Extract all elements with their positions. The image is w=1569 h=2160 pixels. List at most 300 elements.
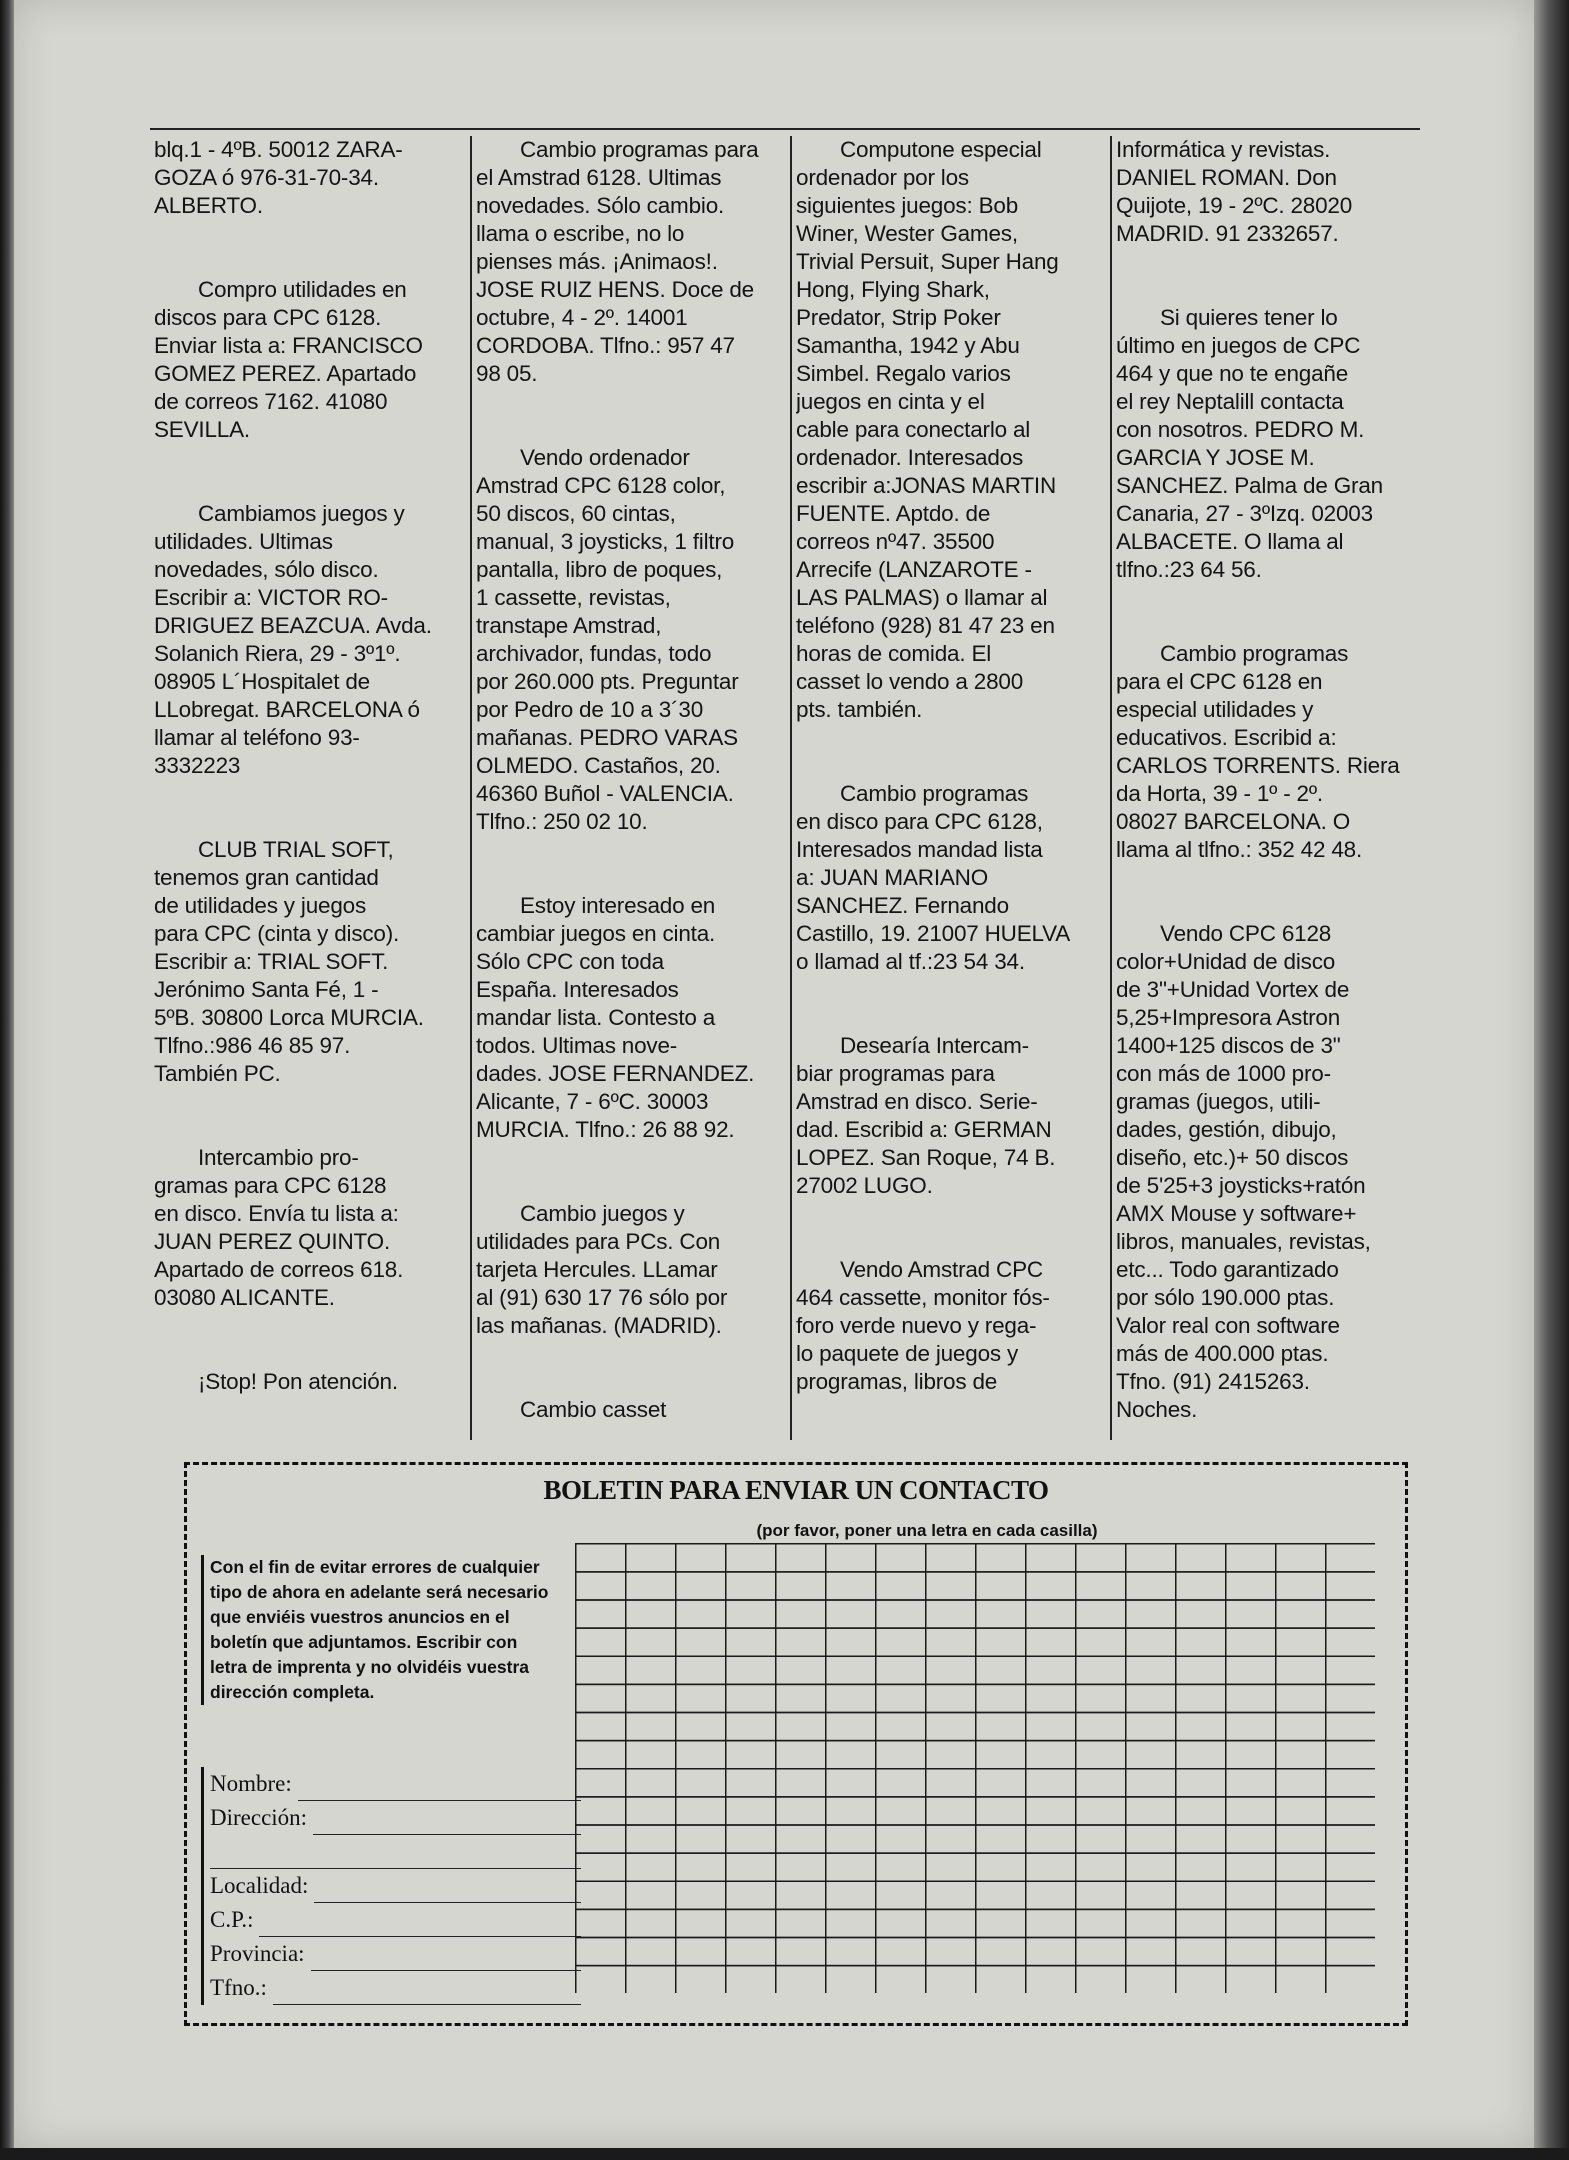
letter-cell[interactable] [726, 1741, 776, 1769]
letter-cell[interactable] [826, 1825, 876, 1853]
phone-label: Tfno.: [210, 1975, 267, 2000]
letter-cell[interactable] [1276, 1600, 1326, 1628]
letter-cell[interactable] [726, 1684, 776, 1712]
letter-cell[interactable] [626, 1628, 676, 1656]
letter-cell[interactable] [576, 1572, 626, 1600]
letter-cell[interactable] [1126, 1797, 1176, 1825]
letter-cell[interactable] [826, 1684, 876, 1712]
letter-cell[interactable] [1026, 1544, 1076, 1572]
letter-cell[interactable] [876, 1628, 926, 1656]
letter-cell[interactable] [1026, 1966, 1076, 1993]
letter-cell[interactable] [976, 1713, 1026, 1741]
letter-cell[interactable] [826, 1881, 876, 1909]
letter-cell[interactable] [1126, 1966, 1176, 1993]
letter-cell[interactable] [1076, 1572, 1126, 1600]
letter-cell[interactable] [676, 1684, 726, 1712]
letter-cell[interactable] [976, 1741, 1026, 1769]
letter-cell[interactable] [1226, 1825, 1276, 1853]
letter-cell[interactable] [926, 1741, 976, 1769]
letter-cell[interactable] [1026, 1909, 1076, 1937]
classified-ad: Cambio programas en disco para CPC 6128, Interesados mandad lista a: JUAN MARIANO SANCHEZ. Fernando Castillo, 19. 21007 HUELVA o llamad al tf.:23 54 34. [796, 781, 1071, 974]
letter-cell[interactable] [726, 1825, 776, 1853]
letter-cell[interactable] [1026, 1938, 1076, 1966]
letter-cell[interactable] [976, 1825, 1026, 1853]
letter-cell[interactable] [876, 1684, 926, 1712]
letter-cell[interactable] [976, 1684, 1026, 1712]
letter-cell[interactable] [576, 1825, 626, 1853]
letter-cell[interactable] [676, 1713, 726, 1741]
letter-cell[interactable] [1026, 1769, 1076, 1797]
letter-cell[interactable] [726, 1853, 776, 1881]
letter-cell[interactable] [976, 1797, 1026, 1825]
classified-ad: Vendo CPC 6128 color+Unidad de disco de 3"+Unidad Vortex de 5,25+Impresora Astron 1400+125 discos de 3" con más de 1000 pro- gramas (juegos, utili- dades, gestión, dibujo, diseño, etc.)+ 50 discos de 5'25+3 joysticks+ratón AMX Mouse y software+ libros, manuales, revistas, etc... Todo garantizado por sólo 190.000 ptas. Valor real con software más de 400.000 ptas. Tfno. (91) 2415263. Noches. [1116, 921, 1371, 1422]
letter-cell[interactable] [826, 1544, 876, 1572]
letter-cell[interactable] [1226, 1628, 1276, 1656]
classified-ad: ¡Stop! Pon atención. [198, 1369, 398, 1394]
letter-cell[interactable] [726, 1656, 776, 1684]
letter-cell[interactable] [1126, 1684, 1176, 1712]
letter-cell[interactable] [626, 1853, 676, 1881]
letter-cell[interactable] [926, 1881, 976, 1909]
classified-columns [150, 128, 1420, 1440]
letter-cell[interactable] [576, 1769, 626, 1797]
letter-cell[interactable] [1076, 1741, 1126, 1769]
letter-cell[interactable] [876, 1656, 926, 1684]
city-field[interactable] [201, 1869, 581, 1903]
letter-cell[interactable] [1126, 1938, 1176, 1966]
letter-cell[interactable] [1026, 1572, 1076, 1600]
letter-cell[interactable] [1276, 1628, 1326, 1656]
letter-cell[interactable] [1276, 1656, 1326, 1684]
letter-cell[interactable] [1176, 1713, 1226, 1741]
letter-cell[interactable] [776, 1853, 826, 1881]
letter-cell[interactable] [576, 1938, 626, 1966]
classified-ad: Computone especial ordenador por los siguientes juegos: Bob Winer, Wester Games, Trivial Persuit, Super Hang Hong, Flying Shark, Predator, Strip Poker Samantha, 1942 y Abu Simbel. Regalo varios juegos en cinta y el cable para conectarlo al ordenador. Interesados escribir a:JONAS MARTIN FUENTE. Aptdo. de correos nº47. 35500 Arrecife (LANZAROTE - LAS PALMAS) o llamar al teléfono (928) 81 47 23 en horas de comida. El casset lo vendo a 2800 pts. también. [796, 137, 1059, 722]
letter-cell[interactable] [1026, 1684, 1076, 1712]
column-4 [1116, 136, 1416, 1436]
letter-cell[interactable] [576, 1600, 626, 1628]
letter-cell[interactable] [626, 1825, 676, 1853]
letter-cell[interactable] [776, 1769, 826, 1797]
classified-ad: Vendo ordenador Amstrad CPC 6128 color, 50 discos, 60 cintas, manual, 3 joysticks, 1 filtro pantalla, libro de poques, 1 cassette, revistas, transtape Amstrad, archivador, fundas, todo por 260.000 pts. Preguntar por Pedro de 10 a 3´30 mañanas. PEDRO VARAS OLMEDO. Castaños, 20. 46360 Buñol - VALENCIA. Tlfno.: 250 02 10. [476, 445, 739, 834]
letter-cell[interactable] [1176, 1656, 1226, 1684]
letter-cell[interactable] [1326, 1544, 1375, 1572]
classified-ad: Cambio programas para el Amstrad 6128. Ultimas novedades. Sólo cambio. llama o escribe, no lo pienses más. ¡Animaos!. JOSE RUIZ HENS. Doce de octubre, 4 - 2º. 14001 CORDOBA. Tlfno.: 957 47 98 05. [476, 137, 759, 386]
classified-ad: Cambio juegos y utilidades para PCs. Con tarjeta Hercules. LLamar al (91) 630 17 76 sólo por las mañanas. (MADRID). [476, 1201, 728, 1338]
letter-cell[interactable] [1326, 1853, 1375, 1881]
letter-cell[interactable] [1276, 1544, 1326, 1572]
name-label: Nombre: [210, 1771, 292, 1796]
letter-cell[interactable] [626, 1938, 676, 1966]
letter-cell[interactable] [826, 1572, 876, 1600]
address-label: Dirección: [210, 1805, 308, 1830]
letter-cell[interactable] [1276, 1909, 1326, 1937]
letter-cell[interactable] [1026, 1797, 1076, 1825]
letter-cell[interactable] [826, 1853, 876, 1881]
letter-cell[interactable] [576, 1741, 626, 1769]
letter-cell[interactable] [1326, 1797, 1375, 1825]
letter-cell[interactable] [776, 1628, 826, 1656]
letter-cell[interactable] [1176, 1741, 1226, 1769]
letter-cell[interactable] [726, 1628, 776, 1656]
letter-cell[interactable] [926, 1797, 976, 1825]
letter-cell[interactable] [1226, 1769, 1276, 1797]
letter-cell[interactable] [726, 1938, 776, 1966]
letter-cell[interactable] [1226, 1600, 1276, 1628]
letter-cell[interactable] [1126, 1572, 1176, 1600]
letter-cell[interactable] [1226, 1572, 1276, 1600]
letter-cell[interactable] [776, 1938, 826, 1966]
letter-cell[interactable] [626, 1741, 676, 1769]
letter-cell[interactable] [1226, 1797, 1276, 1825]
column-1 [154, 136, 454, 1436]
letter-cell[interactable] [1126, 1825, 1176, 1853]
letter-cell[interactable] [1226, 1909, 1276, 1937]
letter-cell[interactable] [826, 1769, 876, 1797]
letter-cell[interactable] [1026, 1741, 1076, 1769]
letter-cell[interactable] [1276, 1966, 1326, 1993]
letter-cell[interactable] [676, 1966, 726, 1993]
letter-cell[interactable] [1076, 1656, 1126, 1684]
letter-cell[interactable] [676, 1938, 726, 1966]
letter-cell[interactable] [1126, 1713, 1176, 1741]
letter-cell[interactable] [826, 1938, 876, 1966]
letter-cell[interactable] [1226, 1966, 1276, 1993]
letter-cell[interactable] [1326, 1656, 1375, 1684]
letter-cell[interactable] [1176, 1797, 1226, 1825]
letter-cell[interactable] [1026, 1825, 1076, 1853]
letter-cell[interactable] [676, 1741, 726, 1769]
letter-cell[interactable] [776, 1741, 826, 1769]
letter-cell[interactable] [676, 1909, 726, 1937]
letter-cell[interactable] [726, 1769, 776, 1797]
letter-cell[interactable] [876, 1741, 926, 1769]
letter-cell[interactable] [976, 1881, 1026, 1909]
classified-ad: Intercambio pro- gramas para CPC 6128 en disco. Envía tu lista a: JUAN PEREZ QUINTO. Apartado de correos 618. 03080 ALICANTE. [154, 1145, 404, 1310]
letter-cell[interactable] [1076, 1684, 1126, 1712]
letter-cell[interactable] [826, 1797, 876, 1825]
letter-cell[interactable] [776, 1966, 826, 1993]
letter-cell[interactable] [626, 1600, 676, 1628]
letter-cell[interactable] [576, 1628, 626, 1656]
letter-cell[interactable] [876, 1938, 926, 1966]
letter-cell[interactable] [1076, 1544, 1126, 1572]
letter-cell[interactable] [1326, 1881, 1375, 1909]
name-field[interactable] [201, 1767, 581, 1801]
letter-cell[interactable] [1276, 1853, 1326, 1881]
letter-cell[interactable] [726, 1713, 776, 1741]
letter-cell[interactable] [976, 1966, 1026, 1993]
letter-cell[interactable] [626, 1713, 676, 1741]
letter-cell[interactable] [1326, 1769, 1375, 1797]
letter-cell[interactable] [1326, 1628, 1375, 1656]
letter-cell[interactable] [1226, 1881, 1276, 1909]
letter-cell[interactable] [1276, 1713, 1326, 1741]
letter-cell[interactable] [1276, 1797, 1326, 1825]
letter-cell[interactable] [926, 1600, 976, 1628]
letter-cell[interactable] [876, 1797, 926, 1825]
letter-cell[interactable] [876, 1600, 926, 1628]
letter-cell[interactable] [926, 1628, 976, 1656]
letter-cell[interactable] [776, 1909, 826, 1937]
letter-cell[interactable] [1126, 1769, 1176, 1797]
letter-cell[interactable] [1126, 1600, 1176, 1628]
letter-cell[interactable] [626, 1909, 676, 1937]
letter-cell[interactable] [976, 1853, 1026, 1881]
letter-cell[interactable] [676, 1656, 726, 1684]
letter-cell[interactable] [976, 1628, 1026, 1656]
letter-cell[interactable] [626, 1966, 676, 1993]
letter-grid[interactable] [575, 1543, 1375, 1993]
classified-ad: Informática y revistas. DANIEL ROMAN. Don Quijote, 19 - 2ºC. 28020 MADRID. 91 2332657. [1116, 137, 1353, 246]
letter-cell[interactable] [1076, 1600, 1126, 1628]
letter-cell[interactable] [1126, 1741, 1176, 1769]
letter-cell[interactable] [1076, 1769, 1126, 1797]
letter-cell[interactable] [676, 1628, 726, 1656]
letter-cell[interactable] [1326, 1572, 1375, 1600]
letter-cell[interactable] [676, 1600, 726, 1628]
letter-cell[interactable] [826, 1741, 876, 1769]
coupon-title: BOLETIN PARA ENVIAR UN CONTACTO [543, 1475, 1049, 1505]
letter-cell[interactable] [926, 1825, 976, 1853]
letter-cell[interactable] [876, 1966, 926, 1993]
letter-cell[interactable] [876, 1909, 926, 1937]
letter-cell[interactable] [576, 1684, 626, 1712]
letter-cell[interactable] [826, 1713, 876, 1741]
letter-cell[interactable] [676, 1825, 726, 1853]
letter-cell[interactable] [1176, 1853, 1226, 1881]
letter-cell[interactable] [626, 1684, 676, 1712]
letter-cell[interactable] [1076, 1628, 1126, 1656]
coupon-fields [201, 1767, 581, 2005]
letter-cell[interactable] [1226, 1853, 1276, 1881]
letter-cell[interactable] [876, 1825, 926, 1853]
classified-ad: Estoy interesado en cambiar juegos en cinta. Sólo CPC con toda España. Interesados mandar lista. Contesto a todos. Ultimas nove- dades. JOSE FERNANDEZ. Alicante, 7 - 6ºC. 30003 MURCIA. Tlfno.: 26 88 92. [476, 893, 755, 1142]
letter-cell[interactable] [1076, 1825, 1126, 1853]
letter-cell[interactable] [926, 1938, 976, 1966]
letter-cell[interactable] [776, 1656, 826, 1684]
letter-cell[interactable] [976, 1600, 1026, 1628]
letter-cell[interactable] [926, 1966, 976, 1993]
letter-cell[interactable] [1176, 1572, 1226, 1600]
letter-cell[interactable] [676, 1881, 726, 1909]
letter-cell[interactable] [576, 1881, 626, 1909]
letter-cell[interactable] [576, 1544, 626, 1572]
letter-cell[interactable] [926, 1909, 976, 1937]
letter-cell[interactable] [1326, 1966, 1375, 1993]
letter-cell[interactable] [1076, 1797, 1126, 1825]
letter-cell[interactable] [576, 1713, 626, 1741]
letter-cell[interactable] [776, 1544, 826, 1572]
classified-ad: blq.1 - 4ºB. 50012 ZARA- GOZA ó 976-31-70-34. ALBERTO. [154, 137, 403, 218]
letter-cell[interactable] [876, 1572, 926, 1600]
letter-cell[interactable] [1326, 1825, 1375, 1853]
letter-cell[interactable] [826, 1600, 876, 1628]
classified-ad: Cambio casset [520, 1397, 667, 1422]
letter-cell[interactable] [776, 1684, 826, 1712]
letter-cell[interactable] [776, 1600, 826, 1628]
letter-cell[interactable] [926, 1769, 976, 1797]
letter-cell[interactable] [1076, 1938, 1126, 1966]
letter-cell[interactable] [1126, 1853, 1176, 1881]
address-field[interactable] [201, 1801, 581, 1835]
letter-cell[interactable] [826, 1628, 876, 1656]
letter-cell[interactable] [726, 1881, 776, 1909]
letter-cell[interactable] [576, 1853, 626, 1881]
letter-cell[interactable] [876, 1544, 926, 1572]
letter-cell[interactable] [676, 1769, 726, 1797]
letter-cell[interactable] [926, 1684, 976, 1712]
letter-cell[interactable] [1026, 1713, 1076, 1741]
letter-cell[interactable] [976, 1544, 1026, 1572]
letter-cell[interactable] [926, 1853, 976, 1881]
letter-cell[interactable] [1076, 1966, 1126, 1993]
letter-cell[interactable] [1026, 1853, 1076, 1881]
letter-cell[interactable] [1226, 1741, 1276, 1769]
letter-cell[interactable] [1326, 1600, 1375, 1628]
letter-cell[interactable] [876, 1853, 926, 1881]
letter-cell[interactable] [676, 1572, 726, 1600]
letter-cell[interactable] [1276, 1938, 1326, 1966]
letter-cell[interactable] [1326, 1909, 1375, 1937]
letter-cell[interactable] [576, 1797, 626, 1825]
letter-cell[interactable] [976, 1656, 1026, 1684]
letter-cell[interactable] [576, 1909, 626, 1937]
letter-cell[interactable] [826, 1909, 876, 1937]
phone-field[interactable] [201, 1971, 581, 2005]
letter-cell[interactable] [1176, 1600, 1226, 1628]
letter-cell[interactable] [676, 1797, 726, 1825]
letter-cell[interactable] [1176, 1909, 1226, 1937]
letter-cell[interactable] [626, 1544, 676, 1572]
letter-cell[interactable] [626, 1769, 676, 1797]
letter-cell[interactable] [1276, 1769, 1326, 1797]
letter-cell[interactable] [976, 1769, 1026, 1797]
letter-cell[interactable] [1176, 1881, 1226, 1909]
letter-cell[interactable] [676, 1853, 726, 1881]
letter-cell[interactable] [1026, 1881, 1076, 1909]
classified-ad: Si quieres tener lo último en juegos de CPC 464 y que no te engañe el rey Neptalill contacta con nosotros. PEDRO M. GARCIA Y JOSE M. SANCHEZ. Palma de Gran Canaria, 27 - 3ºIzq. 02003 ALBACETE. O llama al tlfno.:23 64 56. [1116, 305, 1383, 582]
letter-cell[interactable] [1076, 1713, 1126, 1741]
address-line-2[interactable] [201, 1835, 581, 1869]
letter-cell[interactable] [726, 1797, 776, 1825]
letter-cell[interactable] [1326, 1713, 1375, 1741]
coupon-instruction: (por favor, poner una letra en cada casilla) [756, 1521, 1098, 1540]
letter-cell[interactable] [776, 1572, 826, 1600]
letter-cell[interactable] [626, 1881, 676, 1909]
page-edge-bottom [0, 2148, 1569, 2160]
letter-cell[interactable] [1276, 1572, 1326, 1600]
letter-cell[interactable] [1276, 1881, 1326, 1909]
classified-ad: CLUB TRIAL SOFT, tenemos gran cantidad de utilidades y juegos para CPC (cinta y disco). Escribir a: TRIAL SOFT. Jerónimo Santa Fé, 1 - 5ºB. 30800 Lorca MURCIA. Tlfno.:986 46 85 97. También PC. [154, 837, 424, 1086]
letter-cell[interactable] [826, 1656, 876, 1684]
column-3 [796, 136, 1096, 1436]
postcode-field[interactable] [201, 1903, 581, 1937]
letter-cell[interactable] [826, 1966, 876, 1993]
letter-cell[interactable] [1176, 1628, 1226, 1656]
letter-cell[interactable] [1326, 1741, 1375, 1769]
letter-cell[interactable] [1226, 1684, 1276, 1712]
letter-cell[interactable] [626, 1797, 676, 1825]
letter-cell[interactable] [926, 1572, 976, 1600]
letter-cell[interactable] [876, 1713, 926, 1741]
letter-cell[interactable] [1226, 1544, 1276, 1572]
letter-cell[interactable] [1176, 1938, 1226, 1966]
contact-coupon [184, 1462, 1408, 2026]
column-2 [476, 136, 776, 1436]
letter-cell[interactable] [576, 1966, 626, 1993]
letter-cell[interactable] [1176, 1825, 1226, 1853]
letter-cell[interactable] [776, 1797, 826, 1825]
letter-cell[interactable] [976, 1938, 1026, 1966]
letter-cell[interactable] [1176, 1966, 1226, 1993]
letter-cell[interactable] [1126, 1656, 1176, 1684]
province-field[interactable] [201, 1937, 581, 1971]
letter-cell[interactable] [926, 1713, 976, 1741]
letter-cell[interactable] [1226, 1713, 1276, 1741]
letter-cell[interactable] [1176, 1769, 1226, 1797]
letter-cell[interactable] [576, 1656, 626, 1684]
letter-cell[interactable] [1176, 1544, 1226, 1572]
letter-cell[interactable] [1276, 1684, 1326, 1712]
letter-cell[interactable] [626, 1656, 676, 1684]
letter-cell[interactable] [926, 1656, 976, 1684]
letter-cell[interactable] [726, 1966, 776, 1993]
letter-cell[interactable] [876, 1769, 926, 1797]
letter-cell[interactable] [1276, 1825, 1326, 1853]
letter-cell[interactable] [726, 1544, 776, 1572]
page-edge-right [1534, 0, 1569, 2160]
letter-cell[interactable] [1026, 1628, 1076, 1656]
classified-ad: Cambiamos juegos y utilidades. Ultimas novedades, sólo disco. Escribir a: VICTOR RO- DRIGUEZ BEAZCUA. Avda. Solanich Riera, 29 - 3º1º. 08905 L´Hospitalet de LLobregat. BARCELONA ó llamar al teléfono 93- 3332223 [154, 501, 432, 778]
column-rule [470, 136, 472, 1440]
letter-cell[interactable] [1076, 1853, 1126, 1881]
letter-cell[interactable] [976, 1572, 1026, 1600]
letter-cell[interactable] [776, 1713, 826, 1741]
letter-cell[interactable] [1026, 1656, 1076, 1684]
letter-cell[interactable] [1276, 1741, 1326, 1769]
binding-edge [0, 0, 14, 2160]
letter-cell[interactable] [1126, 1909, 1176, 1937]
letter-cell[interactable] [726, 1600, 776, 1628]
letter-cell[interactable] [1126, 1628, 1176, 1656]
classified-ad: Cambio programas para el CPC 6128 en especial utilidades y educativos. Escribid a: CARLOS TORRENTS. Riera da Horta, 39 - 1º - 2º. 08027 BARCELONA. O llama al tlfno.: 352 42 48. [1116, 641, 1400, 862]
letter-cell[interactable] [1126, 1881, 1176, 1909]
letter-cell[interactable] [1176, 1684, 1226, 1712]
letter-cell[interactable] [976, 1909, 1026, 1937]
letter-cell[interactable] [726, 1909, 776, 1937]
letter-cell[interactable] [1076, 1881, 1126, 1909]
letter-cell[interactable] [626, 1572, 676, 1600]
coupon-intro-text: Con el fin de evitar errores de cualquier tipo de ahora en adelante será necesario que enviéis vuestros anuncios en el boletín que adjuntamos. Escribir con letra de imprenta y no olvidéis vuestra dirección completa. [201, 1555, 555, 1705]
letter-cell[interactable] [876, 1881, 926, 1909]
letter-cell[interactable] [1126, 1544, 1176, 1572]
letter-cell[interactable] [676, 1544, 726, 1572]
letter-cell[interactable] [926, 1544, 976, 1572]
letter-cell[interactable] [776, 1881, 826, 1909]
letter-cell[interactable] [726, 1572, 776, 1600]
letter-cell[interactable] [1226, 1938, 1276, 1966]
letter-cell[interactable] [1076, 1909, 1126, 1937]
column-rule [790, 136, 792, 1440]
letter-cell[interactable] [1026, 1600, 1076, 1628]
province-label: Provincia: [210, 1941, 305, 1966]
letter-cell[interactable] [1326, 1938, 1375, 1966]
letter-cell[interactable] [1226, 1656, 1276, 1684]
postcode-label: C.P.: [210, 1907, 254, 1932]
letter-cell[interactable] [776, 1825, 826, 1853]
letter-cell[interactable] [1326, 1684, 1375, 1712]
